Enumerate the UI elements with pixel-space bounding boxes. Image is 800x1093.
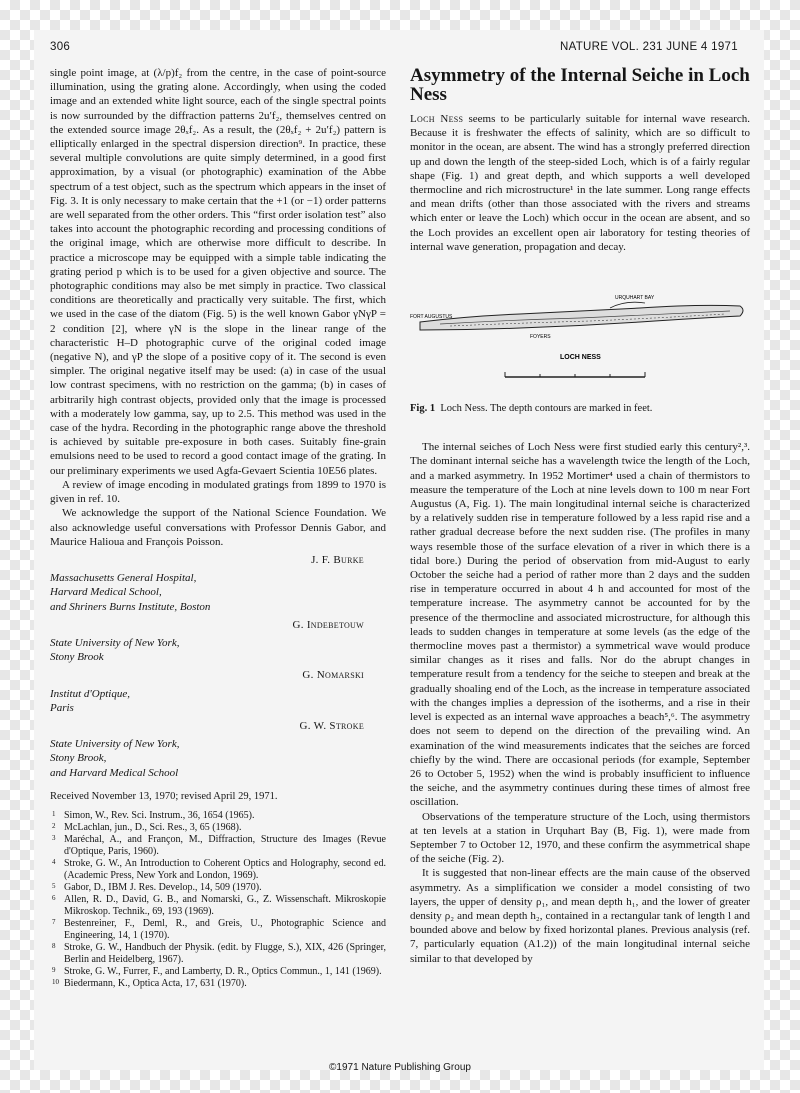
author-affiliation: Institut d'Optique, Paris [50,687,130,714]
body-paragraph: The internal seiches of Loch Ness were first studied early this century²,³. The dominant internal seiche has a wavelength twice the length of the Loch, and a marked asymmetry. In 1952 Mortimer⁴ used a chain of thermistors to measure the temperature of the Loch at nine levels down to 100 m near Fort Augustus (A, Fig. 1). The main longitudinal internal seiche is characterized by a relatively sudden rise in temperature followed by a less rapid rise and a rather gradual decrease before the next sudden rise. (The profiles in many ways resemble those of the surface elevation of a river in which there is a tidal bore.) During the period of observation from mid-August to early October the seiche had a period of rather more than 2 days and the sudden rise in temperature occurred in about 4 h and accounted for most of the temperature increase. The asymmetry cannot be accounted for by the presence of the thermocline and associated microstructure, for although this leads to sudden changes in temperature at some levels (as the edge of the thermocline moves past a thermistor) a symmetrical wave would produce similar changes as it rises and falls. Nor do the abrupt changes in temperature result from a tendency for the seiche to steepen and break at the gradually shoaling end of the Loch, as the increase in temperature associated with the changes implies a depression of the isotherms, and a rise in their level is expected as an internal wave approaches a beach⁵,⁶. The asymmetry does not seem to depend on the direction of the prevailing wind. An examination of the wind measurements indicates that the seiches are forced chiefly by the wind. There are occasional periods (for example, September 26 to October 5, 1952) when the wind is probably insufficient to influence the seiche, and the asymmetry continues during these times of almost free oscillation. [410,441,750,809]
author-affiliation: Massachusetts General Hospital, Harvard Medical School, and Shriners Burns Institute, Boston [50,572,211,613]
author-affiliation: State University of New York, Stony Brook, and Harvard Medical School [50,738,180,779]
body-paragraph: It is suggested that non-linear effects are the main cause of the observed asymmetry. As a simplification we consider a model consisting of two layers, the upper of density ρ₁, and mean depth h₁, and the lower of greater density ρ₂ and mean depth h₂, contained in a rectangular tank of length l and bounded above and below by fixed horizontal planes. Previous analysis (ref. 7, particularly equation (A1.2)) of the main longitudinal internal seiche similar to that developed by [410,867,750,965]
reference-item: 4 Stroke, G. W., An Introduction to Coherent Optics and Holography, second ed. (Academic Press, New York and London, 1969). [52,857,386,881]
figure-caption: Fig. 1 Loch Ness. The depth contours are marked in feet. [410,403,653,415]
article-title: Asymmetry of the Internal Seiche in Loch Ness [410,65,750,105]
reference-item: 1 Simon, W., Rev. Sci. Instrum., 36, 1654 (1965). [52,809,255,821]
reference-item: 10 Biedermann, K., Optica Acta, 17, 631 (1970). [52,977,247,989]
reference-item: 8 Stroke, G. W., Handbuch der Physik. (edit. by Flugge, S.), XIX, 426 (Springer, Berlin and Heidelberg, 1967). [52,941,386,965]
shore-detail [610,302,645,308]
reference-item: 5 Gabor, D., IBM J. Res. Develop., 14, 509 (1970). [52,881,262,893]
left-paragraph-1: single point image, at (λ/p)f₂ from the centre, in the case of point-source illumination, using the grating alone. Accordingly, when using the coded image and an extended white light source, each of the single spectral points is now surrounded by the diffraction patterns 2u′f₂, themselves centred on the extended source image 2θₓf₂. As a result, the (2θₓf₂ + 2u′f₂) pattern is elliptically enlarged in the spectral dispersion direction⁹. In practice, these several multiple convolutions are quite simply determined, in a good first approximation, by a visual (or photographic) examination of the Abbe spectrum of a test object, such as the spectrum which appears in the inset of Fig. 3. It is only necessary to make certain that the +1 (or −1) order patterns are well separated from the other orders. This “first order isolation test” also takes into account the photographic recording and processing conditions of the original image, which are otherwise more difficult to describe. In practice a microscope may be equipped with a simple table indicating the grating period p which is to be used for a given objective and source. The photographic conditions may also be met simply in practice. Two classical conditions are theoretically and practically very suitable. The first, which we used in the case of the diatom (Fig. 5) is the well known Gabor γNγP = 2 condition [2], where γN is the slope in the linear range of the characteristic H–D photographic curve of the original coded image (negative N), and γP the slope of a positive copy of it. The second is even simpler. The original negative itself may be used: (a) in case of the usual low contrast specimens, with no restriction on the gamma; (b) in cases of arbitrarily high contrast objects, provided only that the image is processed with a moderately low gamma, say, up to 2.5. This method was used in the case of the hydra. Recording in the photographic range above the threshold is achieved by suitable pre-exposure in both cases. Suitably fine-grain emulsions need to be used to record a good contact image of the grating. In our preliminary experiments we used Agfa-Gevaert Scientia 10E56 plates. [50,67,386,477]
figure-1-map [410,294,750,394]
reference-item: 2 McLachlan, jun., D., Sci. Res., 3, 65 (1968). [52,821,242,833]
page-number: 306 [50,41,71,53]
left-paragraph-2: A review of image encoding in modulated gratings from 1899 to 1970 is given in ref. 10. [50,478,386,506]
reference-item: 6 Allen, R. D., David, G. B., and Nomarski, G., Z. Wissenschaft. Mikroskopie Mikroskop. Technik., 69, 193 (1969). [52,893,386,917]
reference-item: 7 Bestenreiner, F., Deml, R., and Greis, U., Photographic Science and Engineering, 14, 1 (1970). [52,917,386,941]
reference-item: 9 Stroke, G. W., Furrer, F., and Lamberty, D. R., Optics Commun., 1, 141 (1969). [52,965,382,977]
copyright-footer: ©1971 Nature Publishing Group [329,1062,471,1073]
reference-list [50,810,386,990]
lead-smallcaps: Loch Ness [410,113,464,125]
map-title: LOCH NESS [560,354,601,362]
map-label-fort-augustus: FORT AUGUSTUS [410,314,453,321]
left-paragraph-3: We acknowledge the support of the National Science Foundation. We also acknowledge useful conversations with Professor Dennis Gabor, and Maurice Halioua and François Poisson. [50,507,386,548]
journal-header: NATURE VOL. 231 JUNE 4 1971 [560,41,738,53]
right-column [410,66,750,966]
author-name: J. F. Burke [311,553,364,566]
loch-ness-map [410,294,750,394]
received-date: Received November 13, 1970; revised April 29, 1971. [50,790,278,802]
map-label-foyers: FOYERS [530,334,551,341]
intro-paragraph: Loch Ness seems to be particularly suitable for internal wave research. Because it is freshwater the effects of salinity, which are so difficult to monitor in the ocean, are absent. The wind has a strongly preferred direction up and down the length of the steep-sided Loch, which is of a fairly regular shape (Fig. 1) and great depth, and which supports a well developed thermocline and rich microstructure¹ in the late summer. Long range effects and mean drifts (other than those associated with the rivers and streams which enter or leave the Loch) which occur in the ocean are absent, and so the Loch provides an excellent open air laboratory for testing theories of internal wave generation, propagation and decay. [410,113,750,253]
author-affiliation: State University of New York, Stony Brook [50,636,180,664]
left-column [50,66,386,990]
author-name: G. W. Stroke [299,719,364,732]
author-name: G. Indebetouw [292,618,364,631]
reference-item: 3 Maréchal, A., and Françon, M., Diffraction, Structure des Images (Revue d'Optique, Paris, 1960). [52,833,386,857]
map-label-urquhart-bay: URQUHART BAY [615,295,655,302]
body-paragraph: Observations of the temperature structure of the Loch, using thermistors at ten levels at a station in Urquhart Bay (B, Fig. 1), were made from September 7 to October 12, 1970, and these confirm the asymmetrical shape of the seiche (Fig. 2). [410,810,750,866]
author-name: G. Nomarski [302,669,364,682]
